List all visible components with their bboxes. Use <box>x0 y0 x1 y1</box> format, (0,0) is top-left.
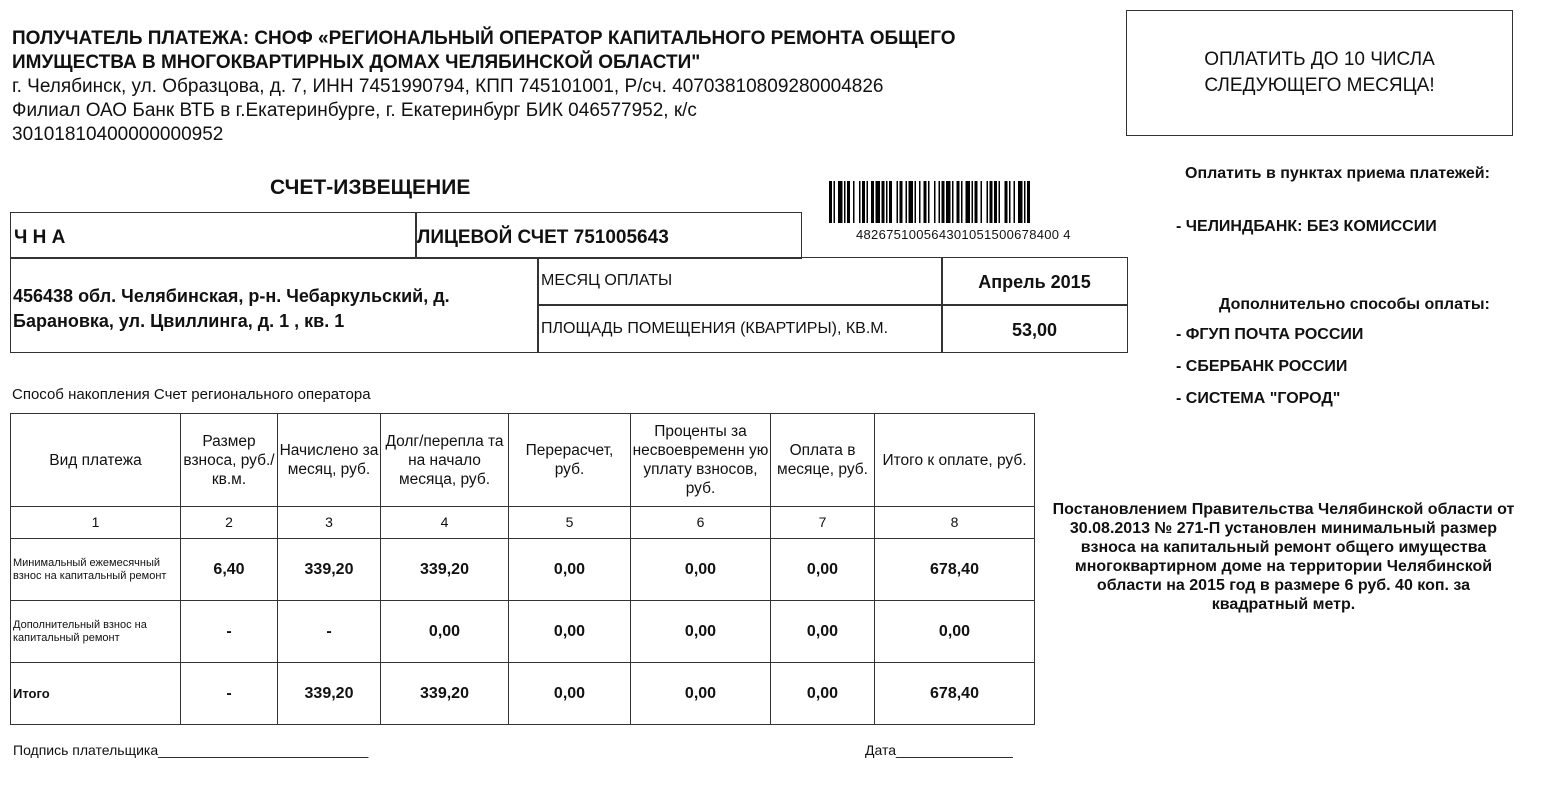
column-number: 7 <box>771 507 875 539</box>
cell-charged: 339,20 <box>278 539 381 601</box>
recipient-details-3: 30101810400000000952 <box>12 124 224 145</box>
area-label-box <box>537 304 943 353</box>
month-value: Апрель 2015 <box>978 272 1091 292</box>
barcode-number: 482675100564301051500678400 4 <box>856 227 1071 242</box>
month-label: МЕСЯЦ ОПЛАТЫ <box>541 272 673 289</box>
column-number: 6 <box>631 507 771 539</box>
deadline-box <box>1126 10 1513 136</box>
cell-rate: - <box>181 663 278 725</box>
row-label: Итого <box>11 663 181 725</box>
table-row <box>11 539 1035 601</box>
date-line: Дата_______________ <box>865 742 1013 758</box>
column-number: 1 <box>11 507 181 539</box>
resolution-note: Постановлением Правительства Челябинской области от 30.08.2013 № 271-П установлен минимальный размер взноса на капитальный ремонт общего имущества многоквартирном доме на территории Челябинской области на 2015 год в размере 6 руб. 40 коп. за квадратный метр. <box>1052 501 1515 613</box>
cell-recalc: 0,00 <box>509 601 631 663</box>
extra-method-gorod: - СИСТЕМА "ГОРОД" <box>1176 390 1341 407</box>
cell-paid: 0,00 <box>771 663 875 725</box>
cell-debt: 339,20 <box>381 663 509 725</box>
extra-method-sberbank: - СБЕРБАНК РОССИИ <box>1176 358 1348 375</box>
cell-interest: 0,00 <box>631 601 771 663</box>
payer-name: Ч Н А <box>14 227 66 248</box>
column-number: 8 <box>875 507 1035 539</box>
cell-total: 0,00 <box>875 601 1035 663</box>
cell-paid: 0,00 <box>771 601 875 663</box>
deadline-line-2: СЛЕДУЮЩЕГО МЕСЯЦА! <box>1204 75 1435 96</box>
header-charged: Начислено за месяц, руб. <box>278 414 381 507</box>
deadline-line-1: ОПЛАТИТЬ ДО 10 ЧИСЛА <box>1204 49 1435 70</box>
cell-recalc: 0,00 <box>509 663 631 725</box>
header-interest: Проценты за несвоевременн ую уплату взносов, руб. <box>631 414 771 507</box>
cell-rate: 6,40 <box>181 539 278 601</box>
cell-interest: 0,00 <box>631 539 771 601</box>
recipient-details-1: г. Челябинск, ул. Образцова, д. 7, ИНН 7451990794, КПП 745101001, Р/сч. 40703810809280004826 <box>12 76 884 97</box>
area-value: 53,00 <box>1011 320 1058 340</box>
payment-point-chelindbank: - ЧЕЛИНДБАНК: БЕЗ КОМИССИИ <box>1176 218 1437 235</box>
cell-recalc: 0,00 <box>509 539 631 601</box>
cell-paid: 0,00 <box>771 539 875 601</box>
column-number: 2 <box>181 507 278 539</box>
invoice-title: СЧЕТ-ИЗВЕЩЕНИЕ <box>270 176 471 199</box>
account-number: ЛИЦЕВОЙ СЧЕТ 751005643 <box>417 227 669 248</box>
table-row <box>11 601 1035 663</box>
header-payment-type: Вид платежа <box>11 414 181 507</box>
payment-points-heading: Оплатить в пунктах приема платежей: <box>1185 165 1490 182</box>
header-paid: Оплата в месяце, руб. <box>771 414 875 507</box>
cell-charged: - <box>278 601 381 663</box>
cell-debt: 339,20 <box>381 539 509 601</box>
column-number: 3 <box>278 507 381 539</box>
row-label: Дополнительный взнос на капитальный ремонт <box>11 601 181 663</box>
cell-interest: 0,00 <box>631 663 771 725</box>
cell-total: 678,40 <box>875 663 1035 725</box>
recipient-block <box>12 27 1022 147</box>
header-recalc: Перерасчет, руб. <box>509 414 631 507</box>
address-line-2: Барановка, ул. Цвиллинга, д. 1 , кв. 1 <box>13 311 345 331</box>
area-label: ПЛОЩАДЬ ПОМЕЩЕНИЯ (КВАРТИРЫ), КВ.М. <box>541 320 889 337</box>
signature-line: Подпись плательщика___________________________ <box>13 742 369 758</box>
header-debt: Долг/перепла та на начало месяца, руб. <box>381 414 509 507</box>
extra-method-pochta: - ФГУП ПОЧТА РОССИИ <box>1176 326 1364 343</box>
table-row-total <box>11 663 1035 725</box>
column-number: 5 <box>509 507 631 539</box>
cell-rate: - <box>181 601 278 663</box>
column-numbers-row <box>11 507 1035 539</box>
header-total: Итого к оплате, руб. <box>875 414 1035 507</box>
cell-charged: 339,20 <box>278 663 381 725</box>
area-value-box <box>941 304 1128 353</box>
address-line-1: 456438 обл. Челябинская, р-н. Чебаркульский, д. <box>13 286 450 306</box>
month-label-box <box>537 257 943 306</box>
recipient-title: ПОЛУЧАТЕЛЬ ПЛАТЕЖА: СНОФ «РЕГИОНАЛЬНЫЙ ОПЕРАТОР КАПИТАЛЬНОГО РЕМОНТА ОБЩЕГО ИМУЩЕСТВА В МНОГОКВАРТИРНЫХ ДОМАХ ЧЕЛЯБИНСКОЙ ОБЛАСТИ" <box>12 28 956 73</box>
column-number: 4 <box>381 507 509 539</box>
barcode <box>829 181 1119 223</box>
account-box <box>415 212 802 259</box>
payments-table <box>10 413 1035 725</box>
accumulation-method: Способ накопления Счет регионального оператора <box>12 386 371 403</box>
address-box <box>10 257 539 353</box>
payer-box <box>10 212 417 259</box>
extra-methods-heading: Дополнительно способы оплаты: <box>1219 296 1490 313</box>
table-header-row <box>11 414 1035 507</box>
header-rate: Размер взноса, руб./кв.м. <box>181 414 278 507</box>
cell-debt: 0,00 <box>381 601 509 663</box>
cell-total: 678,40 <box>875 539 1035 601</box>
row-label: Минимальный ежемесячный взнос на капитальный ремонт <box>11 539 181 601</box>
month-value-box <box>941 257 1128 306</box>
recipient-details-2: Филиал ОАО Банк ВТБ в г.Екатеринбурге, г. Екатеринбург БИК 046577952, к/с <box>12 100 697 121</box>
